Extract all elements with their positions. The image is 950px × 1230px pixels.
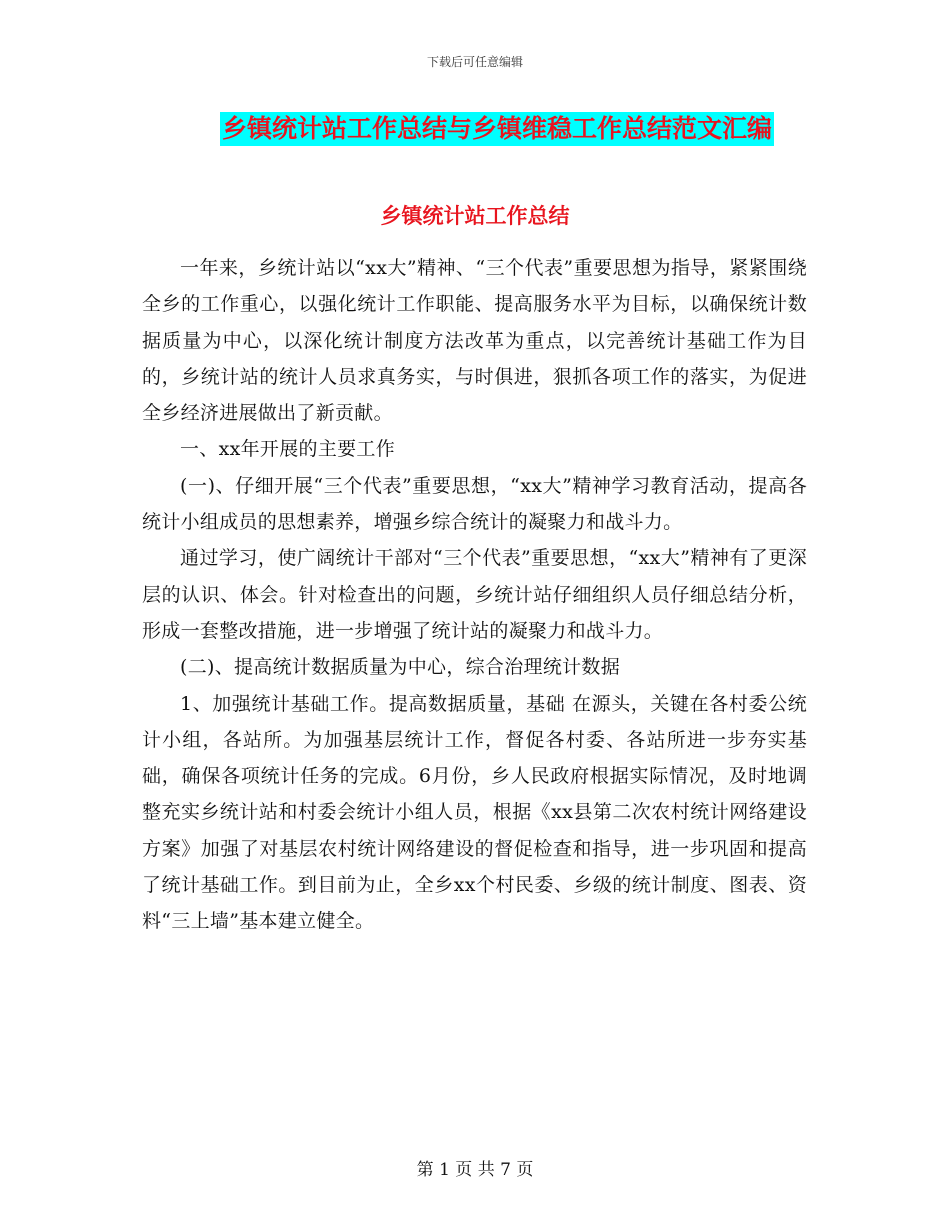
main-title: 乡镇统计站工作总结与乡镇维稳工作总结范文汇编 xyxy=(220,112,774,146)
header-note: 下载后可任意编辑 xyxy=(426,55,523,69)
main-title-container xyxy=(0,112,950,146)
paragraph: (二)、提高统计数据质量为中心，综合治理统计数据 xyxy=(180,656,621,679)
paragraph: 1、加强统计基础工作。提高数据质量，基础 在源头，关键在各村委公统计小组，各站所。为加强基层统计工作，督促各村委、各站所进一步夯实基础，确保各项统计任务的完成。6月份，乡人民政府根据实际情况，及时地调整充实乡统计站和村委会统计小组人员，根据《xx县第二次农村统计网络建设方案》加强了对基层农村统计网络建设的督促检查和指导，进一步巩固和提高了统计基础工作。到目前为止，全乡xx个村民委、乡级的统计制度、图表、资料“三上墙”基本建立健全。 xyxy=(142,692,807,933)
paragraph: (一)、仔细开展“三个代表”重要思想，“xx大”精神学习教育活动，提高各统计小组成员的思想素养，增强乡综合统计的凝聚力和战斗力。 xyxy=(142,474,807,534)
paragraph: 一、xx年开展的主要工作 xyxy=(180,438,396,461)
paragraph: 通过学习，使广阔统计干部对“三个代表”重要思想，“xx大”精神有了更深层的认识、体会。针对检查出的问题，乡统计站仔细组织人员仔细总结分析，形成一套整改措施，进一步增强了统计站的凝聚力和战斗力。 xyxy=(142,547,807,642)
document-body xyxy=(142,250,807,940)
section-title: 乡镇统计站工作总结 xyxy=(380,204,570,228)
page-number-footer: 第 1 页 共 7 页 xyxy=(416,1160,534,1180)
paragraph: 一年来，乡统计站以“xx大”精神、“三个代表”重要思想为指导，紧紧围绕全乡的工作重心，以强化统计工作职能、提高服务水平为目标，以确保统计数据质量为中心，以深化统计制度方法改革为重点，以完善统计基础工作为目的，乡统计站的统计人员求真务实，与时俱进，狠抓各项工作的落实，为促进全乡经济进展做出了新贡献。 xyxy=(142,257,807,425)
